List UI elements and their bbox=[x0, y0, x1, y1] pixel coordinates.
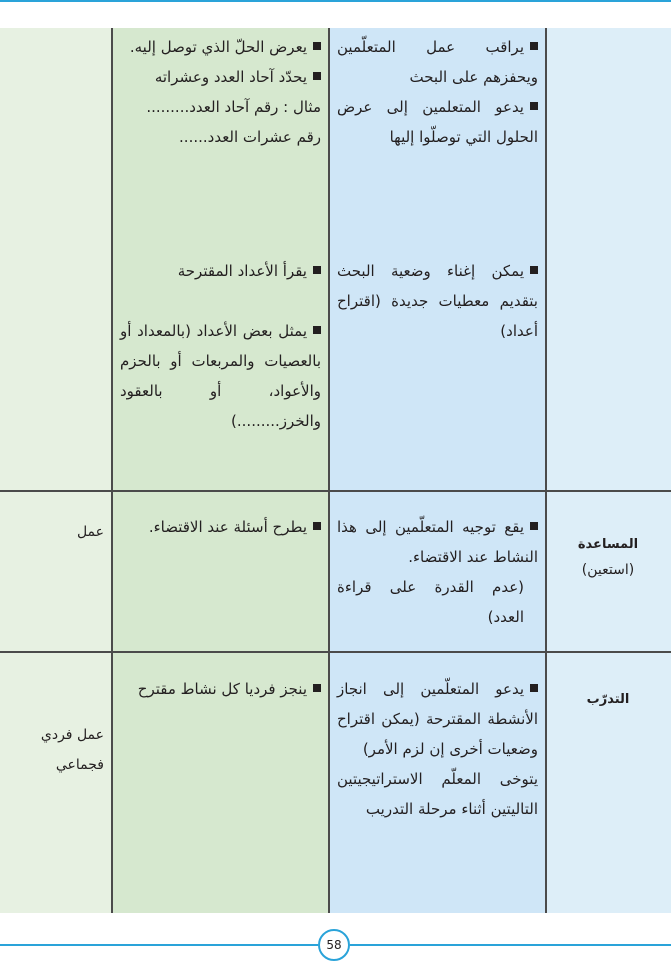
column-divider bbox=[545, 28, 547, 913]
learner-cell-row1 bbox=[120, 32, 321, 152]
teacher-cell-row3 bbox=[337, 674, 538, 824]
lesson-table bbox=[0, 28, 671, 913]
bullet-square-icon bbox=[313, 42, 321, 50]
teacher-item: يراقب عمل المتعلّمين ويحفزهم على البحث bbox=[337, 38, 538, 86]
footer-rule-right bbox=[350, 944, 671, 946]
learner-cell-row3 bbox=[120, 674, 321, 704]
top-rule bbox=[0, 0, 671, 2]
teacher-note: (عدم القدرة على قراءة العدد) bbox=[337, 578, 524, 626]
bullet-square-icon bbox=[313, 266, 321, 274]
bullet-square-icon bbox=[313, 684, 321, 692]
page-number-badge bbox=[318, 929, 350, 961]
learner-item: يحدّد آحاد العدد وعشراته bbox=[120, 62, 321, 92]
phase-cell-help bbox=[552, 533, 664, 583]
phase-column bbox=[546, 28, 671, 913]
bullet-square-icon bbox=[530, 266, 538, 274]
learner-item: يقرأ الأعداد المقترحة bbox=[120, 256, 321, 286]
teacher-item: يمكن إغناء وضعية البحث بتقديم معطيات جديدة (اقتراح أعداد) bbox=[337, 262, 538, 340]
teacher-cell-row1 bbox=[337, 32, 538, 152]
teacher-cell-row2 bbox=[337, 512, 538, 632]
bullet-square-icon bbox=[313, 522, 321, 530]
bullet-square-icon bbox=[313, 326, 321, 334]
phase-subtitle: (استعين) bbox=[581, 562, 635, 578]
bullet-square-icon bbox=[530, 522, 538, 530]
learner-example: مثال : رقم آحاد العدد......... bbox=[146, 98, 321, 116]
column-divider bbox=[111, 28, 113, 913]
bullet-square-icon bbox=[313, 72, 321, 80]
work-mode-cell-row2 bbox=[8, 517, 104, 547]
phase-cell-training bbox=[552, 688, 664, 712]
learner-cell-row1-extra bbox=[120, 256, 321, 436]
teacher-item: يدعو المتعلمين إلى عرض الحلول التي توصلّوا إليها bbox=[337, 98, 538, 146]
bullet-square-icon bbox=[530, 42, 538, 50]
learner-cell-row2 bbox=[120, 512, 321, 542]
learner-item: يمثل بعض الأعداد (بالمعداد أو بالعصيات والمربعات أو بالحزم والأعواد، أو بالعقود والخرز.........) bbox=[120, 322, 321, 430]
row-divider bbox=[0, 490, 671, 492]
teacher-note: يتوخى المعلّم الاستراتيجيتين التاليتين أثناء مرحلة التدريب bbox=[337, 770, 538, 818]
work-mode-column bbox=[0, 28, 112, 913]
footer-rule-left bbox=[0, 944, 318, 946]
learner-column bbox=[112, 28, 329, 913]
work-mode-text: فجماعي bbox=[55, 757, 104, 773]
learner-item: يطرح أسئلة عند الاقتضاء. bbox=[120, 512, 321, 542]
learner-item: يعرض الحلّ الذي توصل إليه. bbox=[120, 32, 321, 62]
phase-title: المساعدة bbox=[577, 537, 639, 552]
column-divider bbox=[328, 28, 330, 913]
work-mode-text: عمل bbox=[76, 524, 104, 540]
bullet-square-icon bbox=[530, 102, 538, 110]
row-divider bbox=[0, 651, 671, 653]
teacher-cell-row1-extra bbox=[337, 256, 538, 346]
bullet-square-icon bbox=[530, 684, 538, 692]
teacher-item: يدعو المتعلّمين إلى انجاز الأنشطة المقترحة (يمكن اقتراح وضعيات أخرى إن لزم الأمر) bbox=[337, 680, 538, 758]
page-number: 58 bbox=[326, 938, 342, 952]
work-mode-cell-row3 bbox=[8, 720, 104, 780]
phase-title: التدرّب bbox=[586, 692, 630, 707]
learner-example: رقم عشرات العدد...... bbox=[179, 128, 321, 146]
teacher-item: يقع توجيه المتعلّمين إلى هذا النشاط عند الاقتضاء. bbox=[337, 518, 538, 566]
learner-item: ينجز فرديا كل نشاط مقترح bbox=[120, 674, 321, 704]
work-mode-text: عمل فردي bbox=[40, 727, 104, 743]
